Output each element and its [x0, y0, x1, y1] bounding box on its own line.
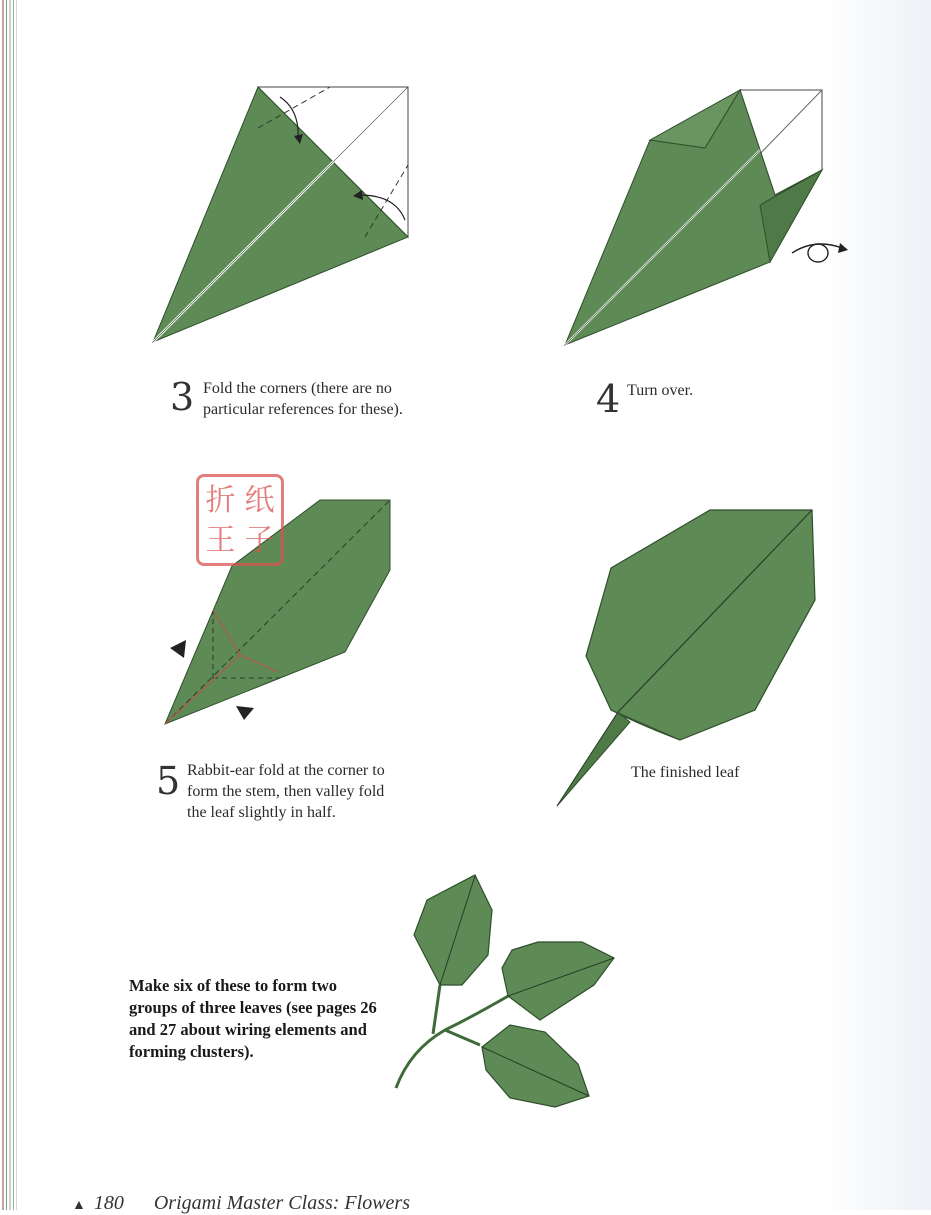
step-4-caption: [627, 380, 827, 401]
leaf-cluster-diagram: [390, 868, 620, 1113]
stamp-char: 子: [244, 523, 275, 558]
book-title: Origami Master Class: Flowers: [153, 1192, 410, 1214]
footer-ornament: ▲: [72, 1198, 86, 1213]
page-number: 180: [93, 1192, 124, 1214]
note-line: Make six of these to form two: [129, 976, 338, 995]
step-3-diagram: [140, 78, 430, 358]
caption-line: particular references for these).: [203, 401, 403, 418]
caption-line: Rabbit-ear fold at the corner to: [187, 762, 385, 779]
step-3-number: 3: [170, 375, 195, 419]
caption-line: Fold the corners (there are no: [203, 380, 392, 397]
note-line: forming clusters).: [129, 1042, 254, 1061]
note-line: and 27 about wiring elements and: [129, 1020, 367, 1039]
stamp-char: 折: [205, 483, 236, 518]
step-4-number: 4: [596, 377, 621, 421]
book-binding-edge: [0, 0, 22, 1210]
stamp-char: 王: [205, 523, 236, 558]
caption-line: form the stem, then valley fold: [187, 783, 385, 800]
step-5-caption: [187, 760, 447, 823]
caption-line: the leaf slightly in half.: [187, 804, 336, 821]
caption-line: Turn over.: [627, 382, 694, 399]
watermark-seal-stamp: [196, 474, 284, 566]
step-3-caption: [203, 378, 443, 420]
note-line: groups of three leaves (see pages 26: [129, 998, 377, 1017]
stamp-char: 纸: [244, 483, 275, 518]
finished-leaf-caption: The finished leaf: [631, 764, 740, 781]
assembly-note: [129, 975, 409, 1063]
step-4-diagram: [555, 80, 855, 350]
page-footer: [72, 1192, 410, 1215]
step-5-number: 5: [156, 759, 181, 803]
